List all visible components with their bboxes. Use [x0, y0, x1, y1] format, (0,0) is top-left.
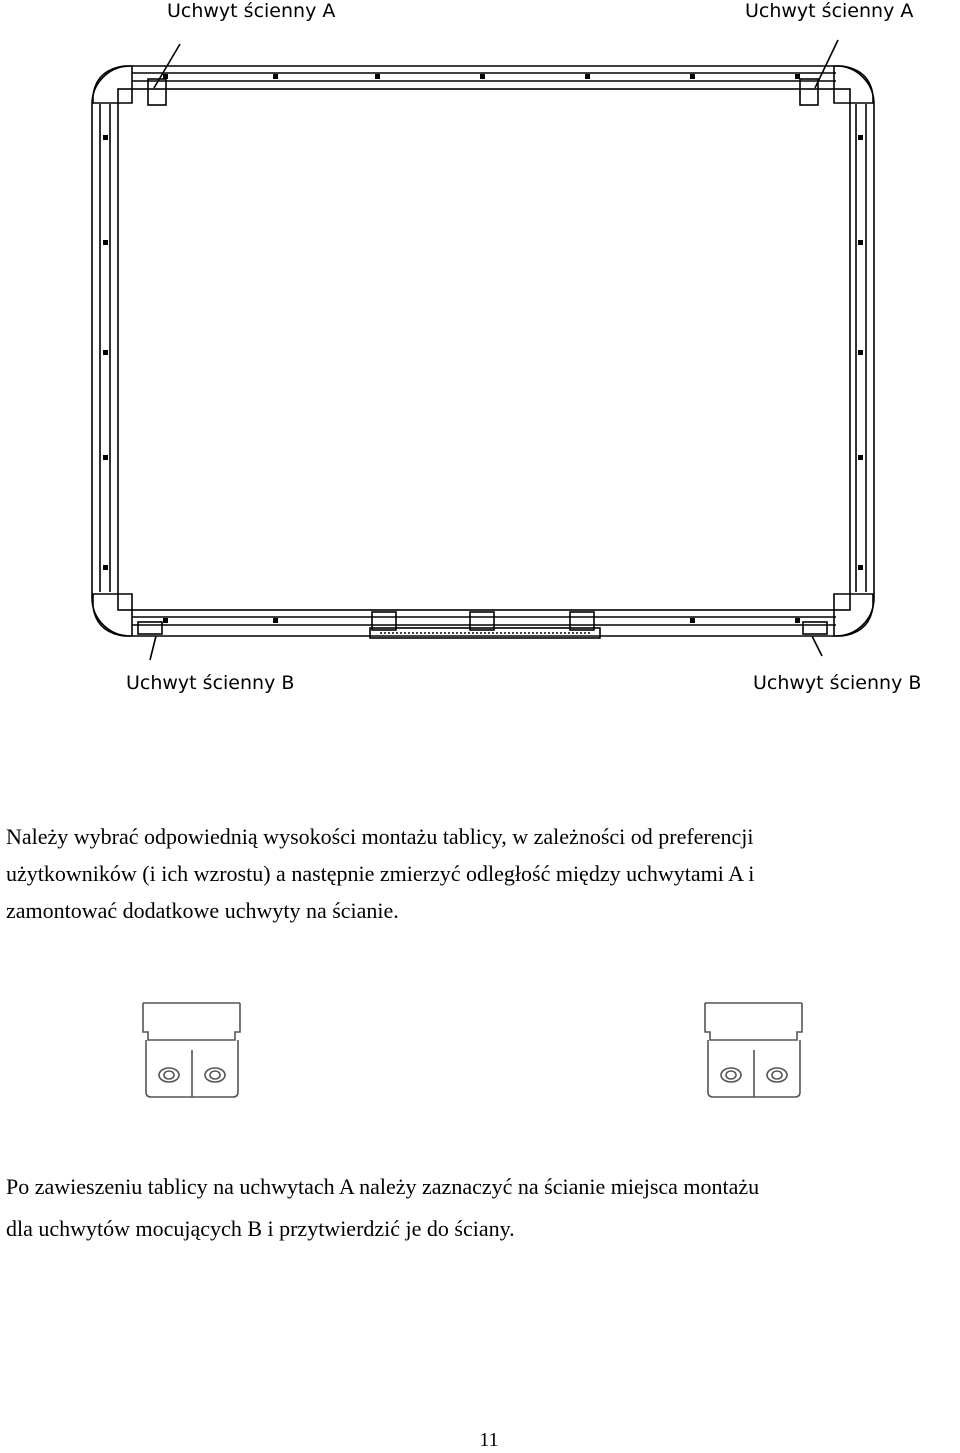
instruction-paragraph-1 — [6, 818, 956, 929]
bracket-a-right-label: Uchwyt ścienny A — [745, 0, 914, 22]
corner-top-right — [834, 66, 873, 103]
corner-bottom-right — [834, 594, 873, 636]
paragraph-line: zamontować dodatkowe uchwyty na ścianie. — [6, 898, 399, 923]
corner-top-left — [93, 66, 132, 103]
corner-bottom-left — [93, 594, 132, 636]
bracket-b-left-label: Uchwyt ścienny B — [126, 672, 295, 694]
paragraph-line: użytkowników (i ich wzrostu) a następnie zmierzyć odległość między uchwytami A i — [6, 861, 755, 886]
paragraph-line: dla uchwytów mocujących B i przytwierdzić je do ściany. — [6, 1216, 515, 1241]
bracket-b-right-label: Uchwyt ścienny B — [753, 672, 922, 694]
page-number: 11 — [479, 1429, 499, 1451]
wall-bracket-left — [143, 1003, 240, 1097]
paragraph-line: Po zawieszeniu tablicy na uchwytach A należy zaznaczyć na ścianie miejsca montażu — [6, 1174, 760, 1199]
rivets — [103, 74, 863, 623]
wall-bracket-right — [705, 1003, 802, 1097]
bracket-b-left — [138, 622, 162, 634]
frame-outer-edge — [92, 66, 874, 636]
bracket-b-right — [803, 622, 827, 634]
bracket-a-right — [800, 79, 818, 105]
frame-inner-edge — [118, 89, 850, 610]
bracket-a-left-label: Uchwyt ścienny A — [167, 0, 336, 22]
instruction-paragraph-2 — [6, 1166, 956, 1250]
paragraph-line: Należy wybrać odpowiednią wysokości montażu tablicy, w zależności od preferencji — [6, 824, 754, 849]
